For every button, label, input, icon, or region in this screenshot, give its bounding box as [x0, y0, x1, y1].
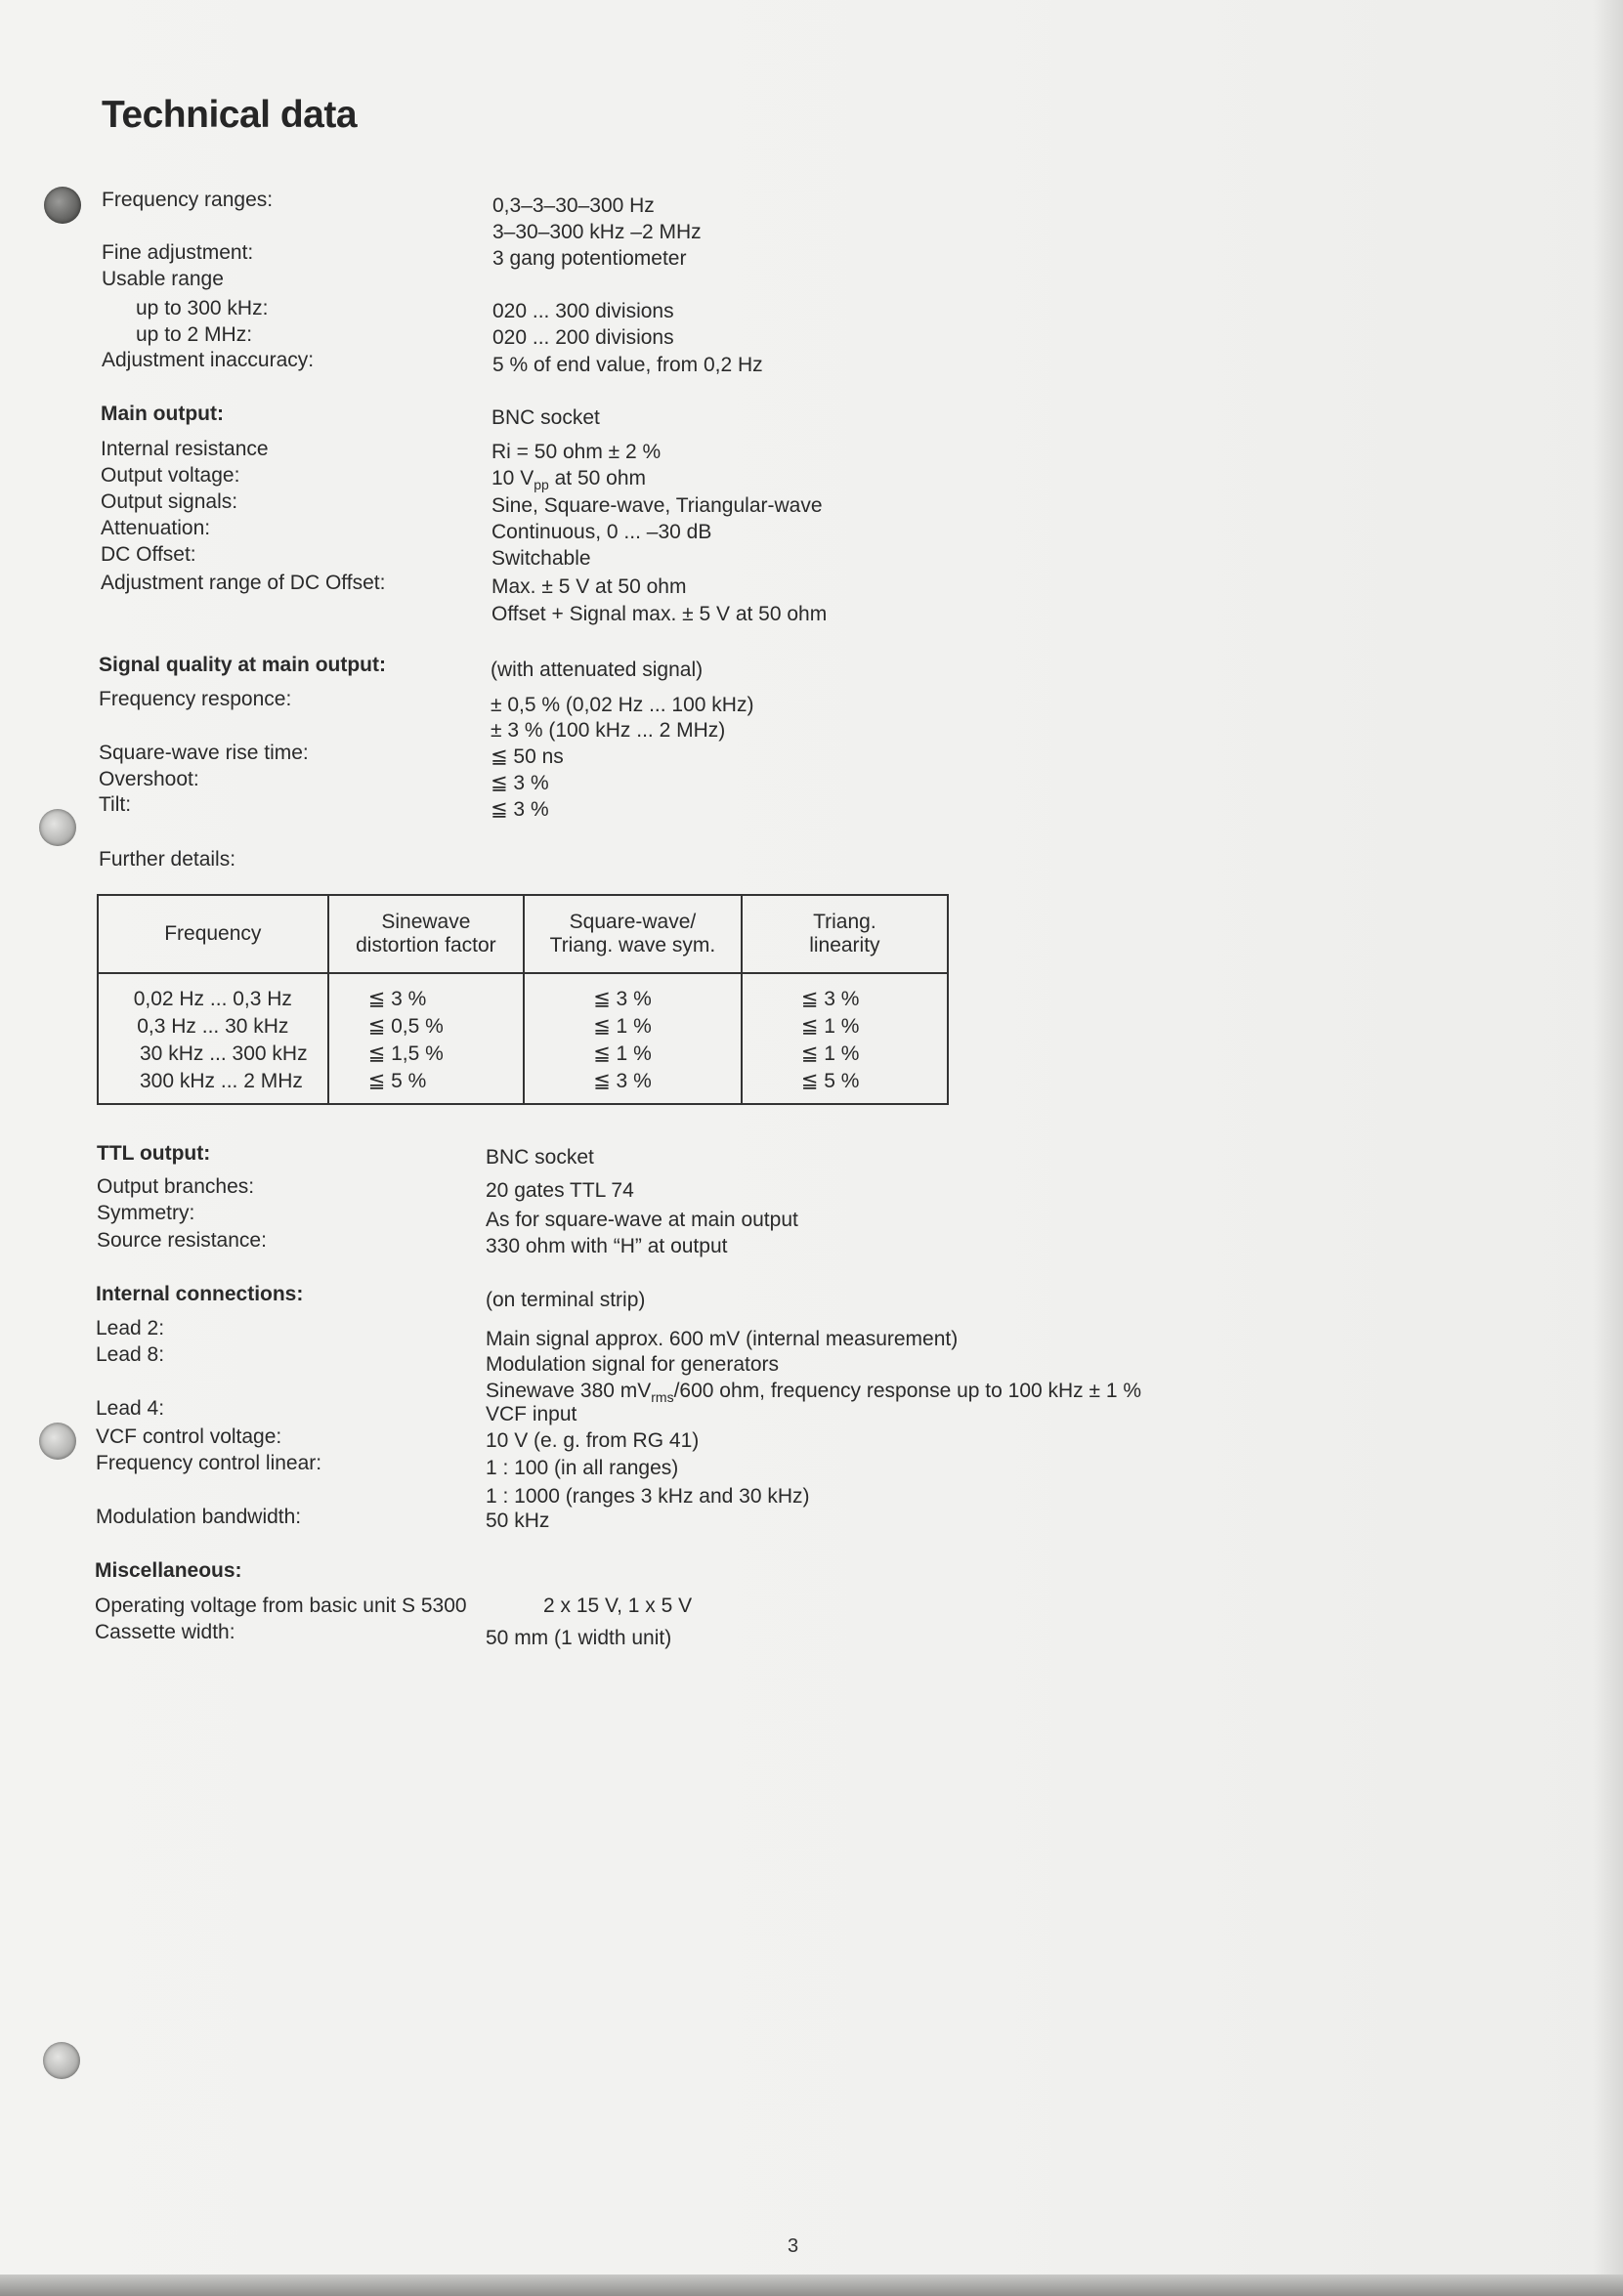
lead-2-label: Lead 2:	[96, 1317, 165, 1339]
output-signals-value: Sine, Square-wave, Triangular-wave	[491, 494, 823, 517]
frequency-response-value: ± 0,5 % (0,02 Hz ... 100 kHz)	[491, 694, 754, 716]
lead-8-value: Modulation signal for generators	[486, 1353, 780, 1376]
table-cell-sinewave: ≦ 3 % ≦ 0,5 % ≦ 1,5 % ≦ 5 %	[328, 973, 524, 1104]
internal-connections-heading: Internal connections:	[96, 1283, 304, 1305]
overshoot-label: Overshoot:	[99, 768, 199, 790]
page-edge-shadow	[1593, 0, 1623, 2296]
lead-8-label: Lead 8:	[96, 1343, 165, 1366]
table-row	[98, 973, 948, 1104]
dc-offset-range-value-2: Offset + Signal max. ± 5 V at 50 ohm	[491, 603, 828, 625]
ttl-output-value: BNC socket	[486, 1146, 594, 1169]
table-header-triangle: Triang. linearity	[742, 895, 948, 973]
usable-range-2mhz-value: 020 ... 200 divisions	[492, 326, 674, 349]
cassette-width-value: 50 mm (1 width unit)	[486, 1627, 672, 1649]
output-signals-label: Output signals:	[101, 490, 238, 513]
table-header-frequency: Frequency	[98, 895, 328, 973]
output-branches-label: Output branches:	[97, 1175, 255, 1198]
operating-voltage-value: 2 x 15 V, 1 x 5 V	[543, 1594, 693, 1617]
tilt-label: Tilt:	[99, 793, 132, 816]
overshoot-value: ≦ 3 %	[491, 772, 549, 794]
punch-hole-icon	[43, 2042, 80, 2079]
page-bottom-edge	[0, 2275, 1623, 2296]
miscellaneous-heading: Miscellaneous:	[95, 1559, 242, 1582]
dc-offset-range-value: Max. ± 5 V at 50 ohm	[491, 575, 687, 598]
output-branches-value: 20 gates TTL 74	[486, 1179, 634, 1202]
lead-4-value: VCF input	[486, 1403, 577, 1425]
rise-time-label: Square-wave rise time:	[99, 742, 309, 764]
usable-range-300khz-value: 020 ... 300 divisions	[492, 300, 674, 322]
table-cell-square: ≦ 3 % ≦ 1 % ≦ 1 % ≦ 3 %	[524, 973, 742, 1104]
page-number: 3	[788, 2235, 799, 2257]
modulation-bandwidth-label: Modulation bandwidth:	[96, 1506, 302, 1528]
punch-hole-icon	[39, 1423, 76, 1460]
source-resistance-value: 330 ohm with “H” at output	[486, 1235, 728, 1257]
usable-range-2mhz-label: up to 2 MHz:	[136, 323, 253, 346]
frequency-response-label: Frequency responce:	[99, 688, 292, 710]
attenuation-value: Continuous, 0 ... –30 dB	[491, 521, 712, 543]
signal-quality-heading: Signal quality at main output:	[99, 654, 386, 676]
frequency-ranges-label: Frequency ranges:	[102, 189, 274, 211]
tilt-value: ≦ 3 %	[491, 798, 549, 821]
usable-range-300khz-label: up to 300 kHz:	[136, 297, 269, 319]
source-resistance-label: Source resistance:	[97, 1229, 267, 1252]
modulation-bandwidth-value: 50 kHz	[486, 1509, 550, 1532]
further-details-label: Further details:	[99, 848, 236, 871]
frequency-ranges-value-2: 3–30–300 kHz –2 MHz	[492, 221, 702, 243]
adjustment-inaccuracy-value: 5 % of end value, from 0,2 Hz	[492, 354, 763, 376]
cassette-width-label: Cassette width:	[95, 1621, 235, 1643]
punch-hole-icon	[44, 187, 81, 224]
symmetry-label: Symmetry:	[97, 1202, 195, 1224]
fine-adjustment-label: Fine adjustment:	[102, 241, 254, 264]
lead-2-value: Main signal approx. 600 mV (internal measurement)	[486, 1328, 959, 1350]
dc-offset-label: DC Offset:	[101, 543, 196, 566]
table-cell-frequency: 0,02 Hz ... 0,3 Hz 0,3 Hz ... 30 kHz 30 kHz ... 300 kHz 300 kHz ... 2 MHz	[98, 973, 328, 1104]
main-output-value: BNC socket	[491, 406, 600, 429]
internal-connections-note: (on terminal strip)	[486, 1289, 646, 1311]
table-header-sinewave: Sinewave distortion factor	[328, 895, 524, 973]
frequency-response-value-2: ± 3 % (100 kHz ... 2 MHz)	[491, 719, 726, 742]
rise-time-value: ≦ 50 ns	[491, 745, 564, 768]
lead-8-value-2: Sinewave 380 $mV_{rms}/600$ ohm, frequency response up to 100 kHz ± 1 %	[486, 1380, 1142, 1406]
signal-quality-note: (with attenuated signal)	[491, 659, 704, 681]
page-title: Technical data	[102, 94, 358, 136]
usable-range-label: Usable range	[102, 268, 224, 290]
output-voltage-label: Output voltage:	[101, 464, 240, 487]
vcf-control-value: 10 V (e. g. from RG 41)	[486, 1429, 700, 1452]
main-output-heading: Main output:	[101, 403, 224, 425]
attenuation-label: Attenuation:	[101, 517, 211, 539]
further-details-table	[97, 894, 949, 1105]
operating-voltage-label: Operating voltage from basic unit S 5300	[95, 1594, 467, 1617]
vcf-control-label: VCF control voltage:	[96, 1425, 282, 1448]
frequency-control-value: 1 : 100 (in all ranges)	[486, 1457, 679, 1479]
frequency-control-value-2: 1 : 1000 (ranges 3 kHz and 30 kHz)	[486, 1485, 810, 1508]
internal-resistance-value: Ri = 50 ohm ± 2 %	[491, 441, 662, 463]
dc-offset-range-label: Adjustment range of DC Offset:	[101, 572, 386, 594]
dc-offset-value: Switchable	[491, 547, 591, 570]
punch-hole-icon	[39, 809, 76, 846]
internal-resistance-label: Internal resistance	[101, 438, 269, 460]
fine-adjustment-value: 3 gang potentiometer	[492, 247, 687, 270]
ttl-output-heading: TTL output:	[97, 1142, 211, 1165]
frequency-ranges-value: 0,3–3–30–300 Hz	[492, 194, 655, 217]
table-header-square: Square-wave/ Triang. wave sym.	[524, 895, 742, 973]
lead-4-label: Lead 4:	[96, 1397, 165, 1420]
symmetry-value: As for square-wave at main output	[486, 1209, 798, 1231]
adjustment-inaccuracy-label: Adjustment inaccuracy:	[102, 349, 315, 371]
output-voltage-value: 10 $V_{pp}$ at 50 ohm	[491, 467, 647, 493]
table-header-row	[98, 895, 948, 973]
table-cell-triangle: ≦ 3 % ≦ 1 % ≦ 1 % ≦ 5 %	[742, 973, 948, 1104]
frequency-control-label: Frequency control linear:	[96, 1452, 322, 1474]
